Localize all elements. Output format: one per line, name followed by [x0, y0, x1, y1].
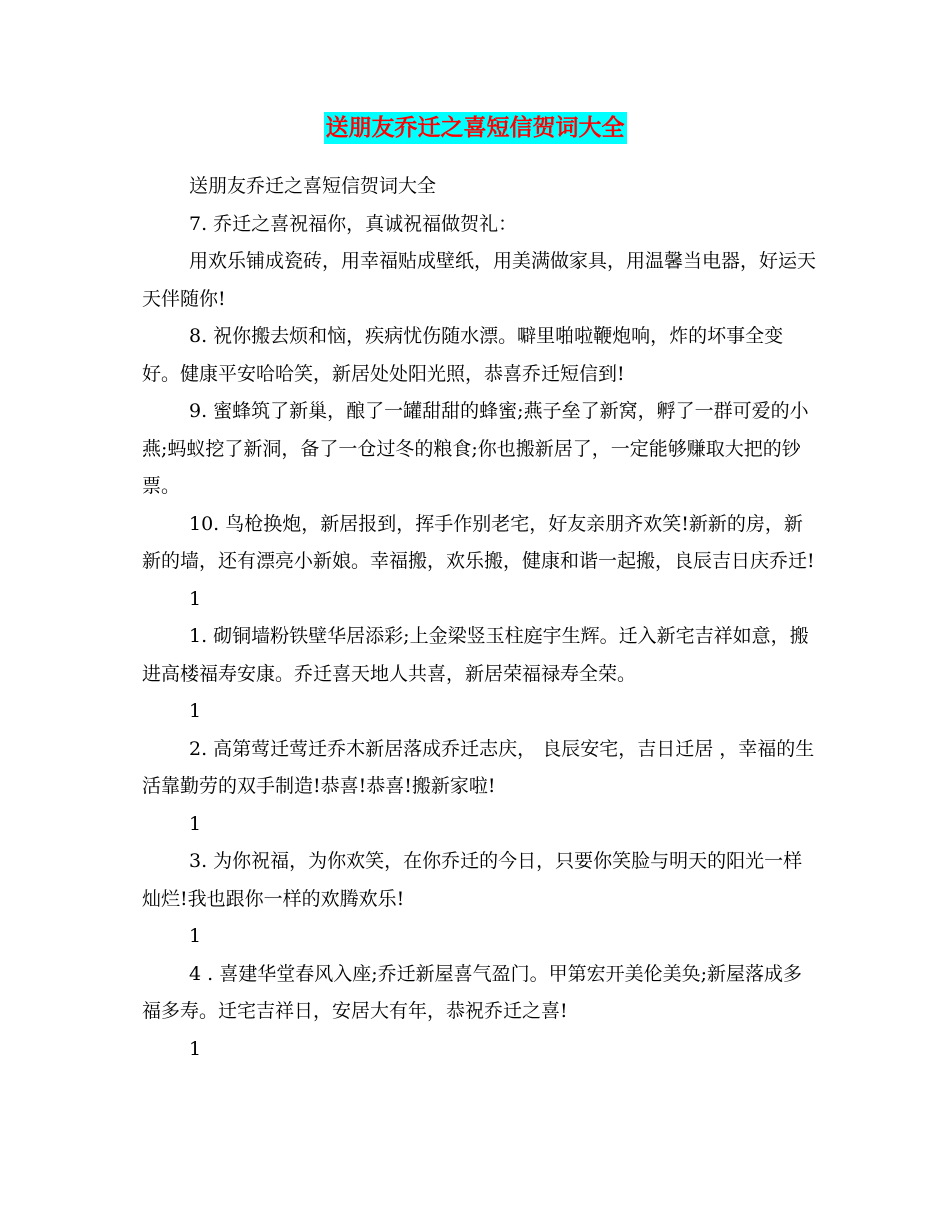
paragraph-2: 2. 高第莺迁莺迁乔木新居落成乔迁志庆， 良辰安宅，吉日迁居 ，幸福的生活靠勤劳的双手制造!恭喜!恭喜!搬新家啦! [142, 737, 815, 797]
paragraph-9: 9. 蜜蜂筑了新巢，酿了一罐甜甜的蜂蜜;燕子垒了新窝，孵了一群可爱的小燕;蚂蚁挖了新洞，备了一仓过冬的粮食;你也搬新居了，一定能够赚取大把的钞票。 [142, 400, 809, 497]
subtitle-paragraph: 送朋友乔迁之喜短信贺词大全 [189, 175, 437, 197]
section-number: 1 [189, 587, 202, 610]
section-number: 1 [189, 700, 202, 722]
title-wrapper [0, 112, 950, 144]
document-body [142, 168, 817, 1068]
paragraph-7-heading: 7. 乔迁之喜祝福你，真诚祝福做贺礼： [189, 212, 518, 235]
paragraph-4: 4 . 喜建华堂春风入座;乔迁新屋喜气盈门。甲第宏开美伦美奂;新屋落成多福多寿。迁宅吉祥日，安居大有年，恭祝乔迁之喜! [142, 962, 803, 1022]
paragraph-1: 1. 砌铜墙粉铁壁华居添彩;上金梁竖玉柱庭宇生辉。迁入新宅吉祥如意，搬进高楼福寿安康。乔迁喜天地人共喜，新居荣福禄寿全荣。 [142, 625, 809, 685]
paragraph-7-body: 用欢乐铺成瓷砖，用幸福贴成壁纸，用美满做家具，用温馨当电器，好运天天伴随你! [142, 250, 817, 310]
section-number: 1 [189, 812, 202, 835]
section-number: 1 [189, 925, 202, 947]
paragraph-8: 8. 祝你搬去烦和恼，疾病忧伤随水漂。噼里啪啦鞭炮响，炸的坏事全变好。健康平安哈哈笑，新居处处阳光照，恭喜乔迁短信到! [142, 325, 784, 385]
section-number: 1 [189, 1037, 202, 1060]
paragraph-10: 10. 鸟枪换炮，新居报到，挥手作别老宅，好友亲朋齐欢笑!新新的房，新新的墙，还有漂亮小新娘。幸福搬，欢乐搬，健康和谐一起搬，良辰吉日庆乔迁! [142, 512, 815, 572]
document-title: 送朋友乔迁之喜短信贺词大全 [324, 112, 627, 144]
paragraph-3: 3. 为你祝福，为你欢笑，在你乔迁的今日，只要你笑脸与明天的阳光一样灿烂!我也跟你一样的欢腾欢乐! [142, 850, 803, 910]
